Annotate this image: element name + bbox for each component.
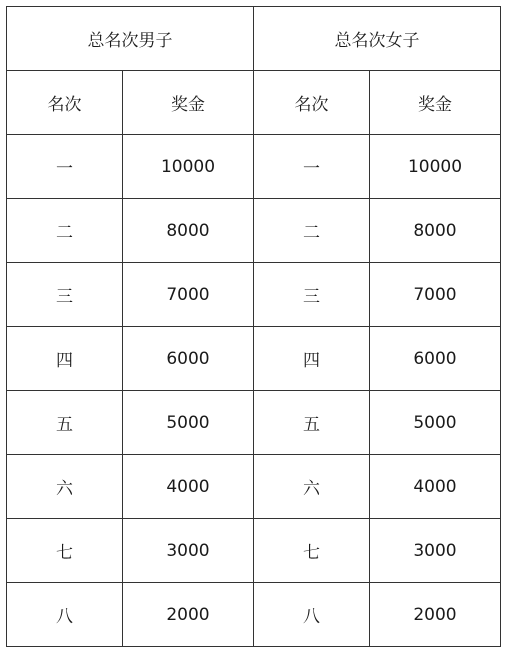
- prize-table: [6, 6, 501, 647]
- men-rank-cell: 五: [7, 391, 123, 455]
- women-prize-cell: 6000: [370, 327, 501, 391]
- table-row: [7, 455, 501, 519]
- group-header-men: 总名次男子: [7, 7, 254, 71]
- men-prize-cell: 7000: [123, 263, 254, 327]
- women-prize-cell: 5000: [370, 391, 501, 455]
- column-header-women-rank: 名次: [254, 71, 370, 135]
- table-row: [7, 519, 501, 583]
- women-prize-cell: 10000: [370, 135, 501, 199]
- table-row: [7, 583, 501, 647]
- women-prize-cell: 4000: [370, 455, 501, 519]
- women-rank-cell: 八: [254, 583, 370, 647]
- women-prize-cell: 7000: [370, 263, 501, 327]
- men-rank-cell: 八: [7, 583, 123, 647]
- women-rank-cell: 三: [254, 263, 370, 327]
- men-prize-cell: 5000: [123, 391, 254, 455]
- men-prize-cell: 3000: [123, 519, 254, 583]
- men-rank-cell: 三: [7, 263, 123, 327]
- prize-table-container: [6, 6, 499, 646]
- men-rank-cell: 二: [7, 199, 123, 263]
- table-row: [7, 135, 501, 199]
- women-rank-cell: 六: [254, 455, 370, 519]
- women-prize-cell: 2000: [370, 583, 501, 647]
- women-rank-cell: 七: [254, 519, 370, 583]
- column-header-men-rank: 名次: [7, 71, 123, 135]
- women-rank-cell: 二: [254, 199, 370, 263]
- group-header-row: [7, 7, 501, 71]
- table-row: [7, 263, 501, 327]
- men-prize-cell: 8000: [123, 199, 254, 263]
- men-prize-cell: 10000: [123, 135, 254, 199]
- women-rank-cell: 四: [254, 327, 370, 391]
- women-prize-cell: 3000: [370, 519, 501, 583]
- table-row: [7, 391, 501, 455]
- column-header-row: [7, 71, 501, 135]
- men-rank-cell: 一: [7, 135, 123, 199]
- group-header-women: 总名次女子: [254, 7, 501, 71]
- column-header-men-prize: 奖金: [123, 71, 254, 135]
- women-rank-cell: 五: [254, 391, 370, 455]
- men-prize-cell: 6000: [123, 327, 254, 391]
- women-prize-cell: 8000: [370, 199, 501, 263]
- women-rank-cell: 一: [254, 135, 370, 199]
- men-prize-cell: 4000: [123, 455, 254, 519]
- table-row: [7, 199, 501, 263]
- men-prize-cell: 2000: [123, 583, 254, 647]
- men-rank-cell: 七: [7, 519, 123, 583]
- column-header-women-prize: 奖金: [370, 71, 501, 135]
- men-rank-cell: 四: [7, 327, 123, 391]
- table-row: [7, 327, 501, 391]
- men-rank-cell: 六: [7, 455, 123, 519]
